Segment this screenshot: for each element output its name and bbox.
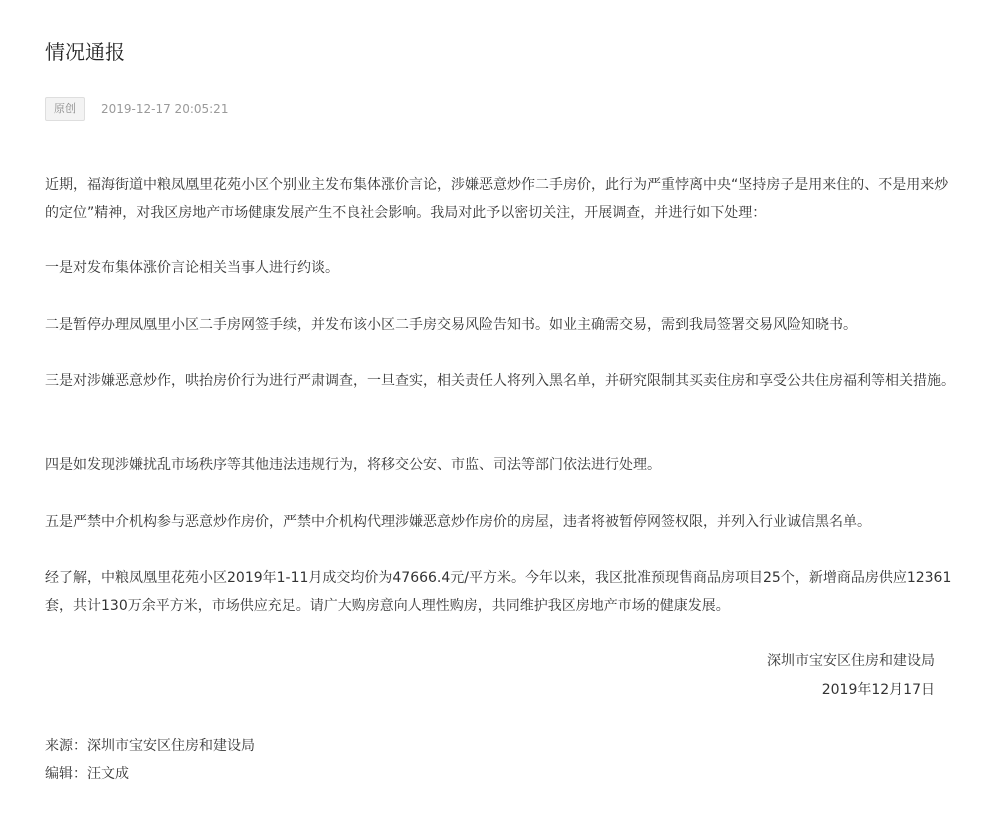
paragraph-item-2: 二是暂停办理凤凰里小区二手房网签手续，并发布该小区二手房交易风险告知书。如业主确需交易，需到我局签署交易风险知晓书。: [45, 317, 857, 333]
paragraph-summary: 经了解，中粮凤凰里花苑小区2019年1-11月成交均价为47666.4元/平方米。今年以来，我区批准预现售商品房项目25个，新增商品房供应12361套，共计130万余平方米，市场供应充足。请广大购房意向人理性购房，共同维护我区房地产市场的健康发展。: [45, 570, 952, 614]
article-source: 来源：深圳市宝安区住房和建设局: [45, 738, 255, 754]
article-meta: [45, 97, 228, 121]
paragraph-item-3: 三是对涉嫌恶意炒作，哄抬房价行为进行严肃调查，一旦查实，相关责任人将列入黑名单，并研究限制其买卖住房和享受公共住房福利等相关措施。: [45, 373, 955, 389]
signature-date: 2019年12月17日: [821, 682, 935, 698]
paragraph-intro: 近期，福海街道中粮凤凰里花苑小区个别业主发布集体涨价言论，涉嫌恶意炒作二手房价，此行为严重悖离中央“坚持房子是用来住的、不是用来炒的定位”精神，对我区房地产市场健康发展产生不良社会影响。我局对此予以密切关注，开展调查，并进行如下处理：: [45, 177, 949, 221]
article-editor: 编辑：汪文成: [45, 766, 129, 782]
article-title: 情况通报: [45, 40, 125, 64]
signature-org: 深圳市宝安区住房和建设局: [767, 653, 935, 669]
paragraph-item-1: 一是对发布集体涨价言论相关当事人进行约谈。: [45, 260, 339, 276]
original-badge: 原创: [45, 97, 85, 121]
paragraph-item-4: 四是如发现涉嫌扰乱市场秩序等其他违法违规行为，将移交公安、市监、司法等部门依法进行处理。: [45, 457, 661, 473]
paragraph-item-5: 五是严禁中介机构参与恶意炒作房价，严禁中介机构代理涉嫌恶意炒作房价的房屋，违者将被暂停网签权限，并列入行业诚信黑名单。: [45, 514, 871, 530]
publish-date: 2019-12-17 20:05:21: [101, 102, 229, 116]
article: [45, 0, 975, 830]
